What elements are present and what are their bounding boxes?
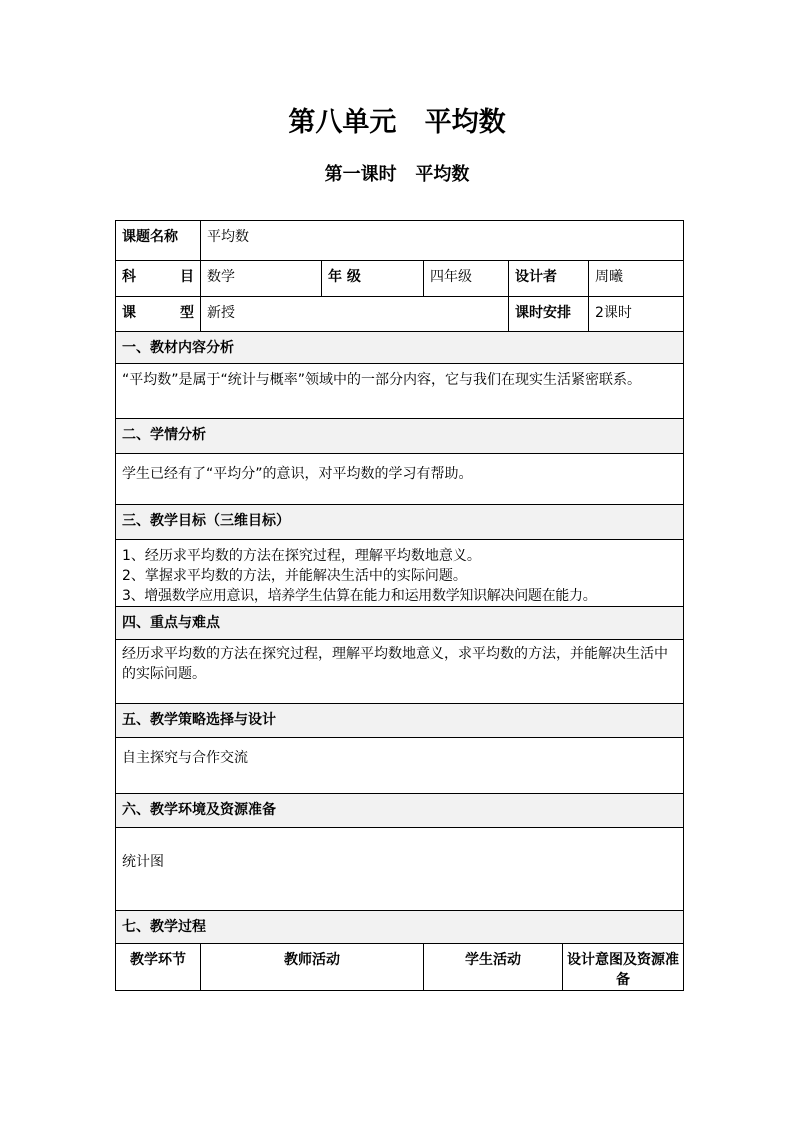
- section-3-body: [116, 540, 684, 607]
- type-label: 课 型: [116, 297, 201, 332]
- designer-label: 设计者: [509, 261, 589, 297]
- section-6-title: 六、教学环境及资源准备: [116, 794, 684, 828]
- grade-label: 年 级: [322, 261, 424, 297]
- process-header-student: 学生活动: [424, 944, 563, 991]
- subject-label: 科 目: [116, 261, 201, 297]
- topic-label: 课题名称: [116, 221, 201, 261]
- section-6-body: 统计图: [116, 828, 684, 911]
- subject-row: [116, 261, 684, 297]
- section-1-body: “平均数”是属于“统计与概率”领域中的一部分内容，它与我们在现实生活紧密联系。: [116, 364, 684, 419]
- type-row: [116, 297, 684, 332]
- section-5-body: 自主探究与合作交流: [116, 738, 684, 794]
- objective-item: 1、经历求平均数的方法在探究过程，理解平均数地意义。: [122, 548, 481, 564]
- hours-label: 课时安排: [509, 297, 589, 332]
- lesson-plan-table: [115, 220, 684, 991]
- process-header-stage: 教学环节: [116, 944, 201, 991]
- section-2-title: 二、学情分析: [116, 419, 684, 454]
- section-4-title: 四、重点与难点: [116, 607, 684, 640]
- topic-value: 平均数: [201, 221, 684, 261]
- subject-value: 数学: [201, 261, 322, 297]
- grade-value: 四年级: [424, 261, 509, 297]
- section-7-title: 七、教学过程: [116, 911, 684, 944]
- document-subtitle: 第一课时 平均数: [324, 164, 470, 185]
- designer-value: 周曦: [589, 261, 684, 297]
- objective-item: 3、增强数学应用意识，培养学生估算在能力和运用数学知识解决问题在能力。: [122, 588, 597, 604]
- objective-item: 2、掌握求平均数的方法，并能解决生活中的实际问题。: [122, 568, 467, 584]
- section-4-body: 经历求平均数的方法在探究过程，理解平均数地意义，求平均数的方法，并能解决生活中的实际问题。: [116, 640, 684, 704]
- process-header-teacher: 教师活动: [201, 944, 424, 991]
- section-3-title: 三、教学目标（三维目标）: [116, 505, 684, 540]
- section-5-title: 五、教学策略选择与设计: [116, 704, 684, 738]
- type-value: 新授: [201, 297, 509, 332]
- document-title: 第八单元 平均数: [288, 107, 506, 138]
- topic-row: [116, 221, 684, 261]
- section-1-title: 一、教材内容分析: [116, 332, 684, 364]
- process-header-intent: 设计意图及资源准备: [563, 944, 684, 991]
- process-header-row: [116, 944, 684, 991]
- section-2-body: 学生已经有了“平均分”的意识，对平均数的学习有帮助。: [116, 454, 684, 505]
- hours-value: 2课时: [589, 297, 684, 332]
